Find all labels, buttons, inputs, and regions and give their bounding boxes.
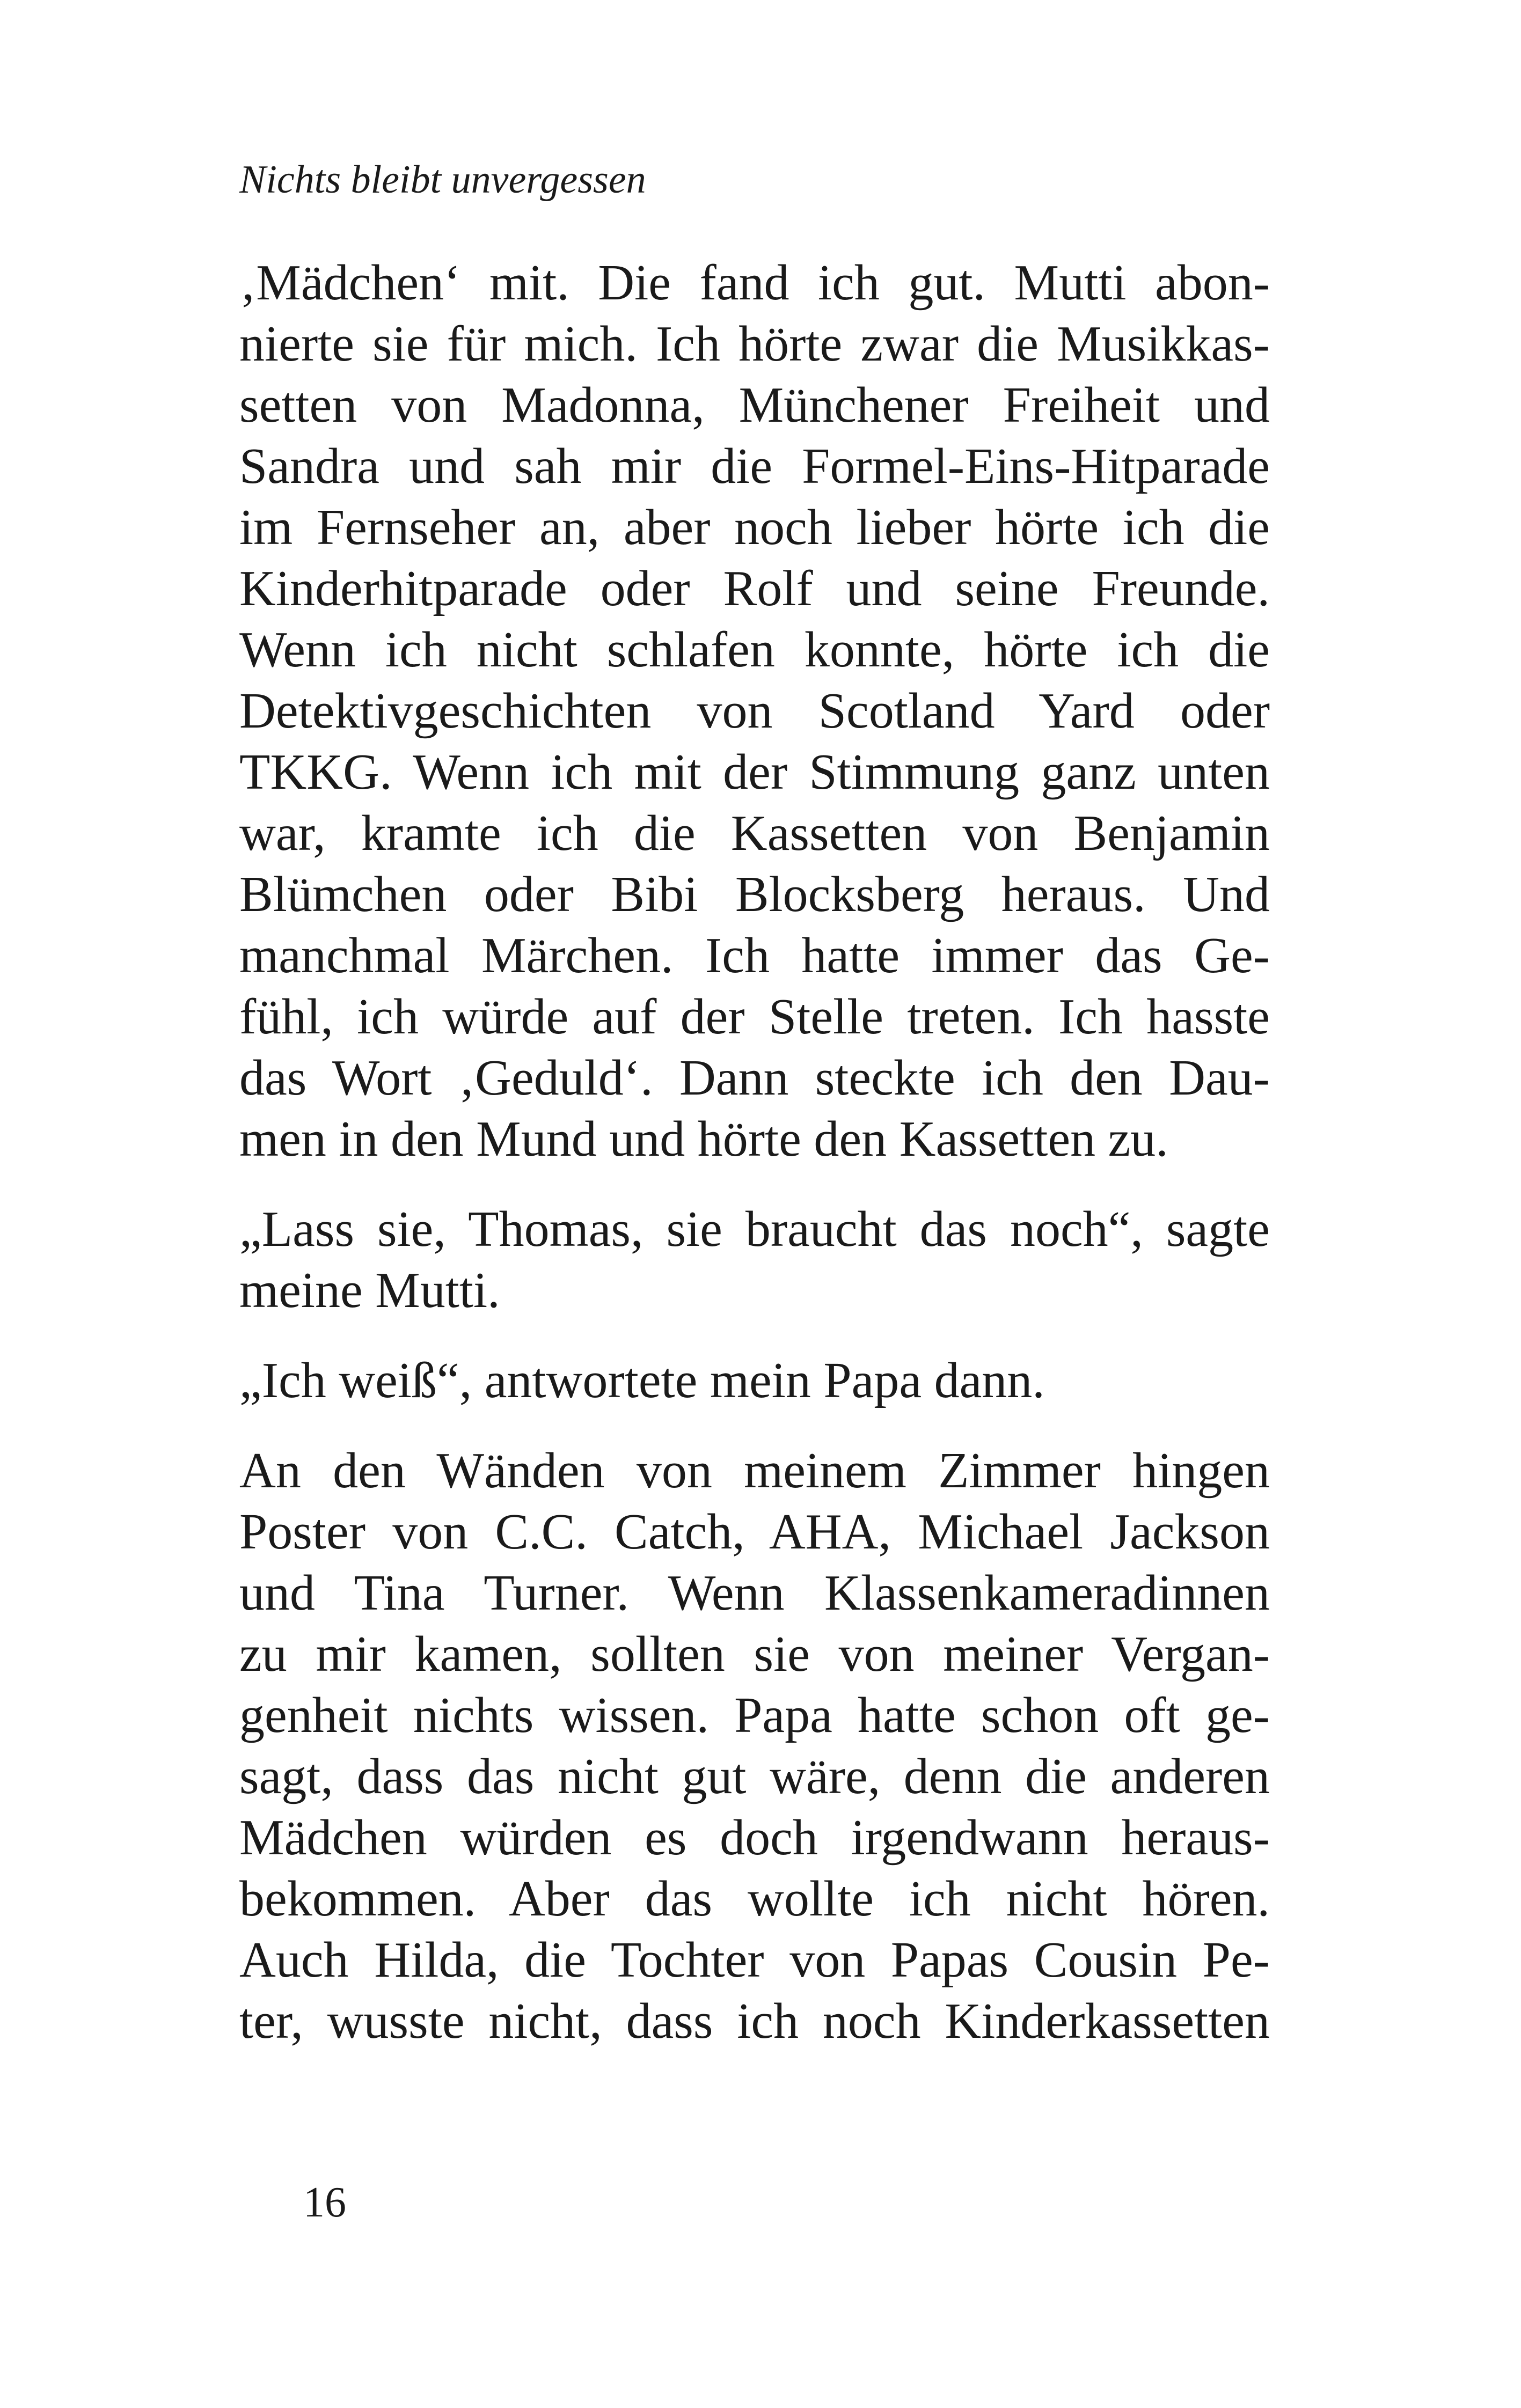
text-line: nierte sie für mich. Ich hörte zwar die Musikkas- [239,316,1270,372]
text-line: Poster von C.C. Catch, AHA, Michael Jackson [239,1504,1270,1560]
text-line: Sandra und sah mir die Formel-Eins-Hitparade [239,438,1270,494]
text-line: Kinderhitparade oder Rolf und seine Freunde. [239,561,1270,616]
text-line: „Lass sie, Thomas, sie braucht das noch“, sagte [239,1201,1270,1257]
text-line: „Ich weiß“, antwortete mein Papa dann. [239,1353,1045,1408]
text-line: fühl, ich würde auf der Stelle treten. Ich hasste [239,989,1270,1045]
paragraph-2 [239,1199,1270,1321]
text-line: das Wort ‚Geduld‘. Dann steckte ich den Dau- [239,1050,1270,1106]
text-line: im Fernseher an, aber noch lieber hörte ich die [239,500,1270,555]
text-line: war, kramte ich die Kassetten von Benjamin [239,805,1270,861]
text-line: genheit nichts wissen. Papa hatte schon oft ge- [239,1687,1270,1743]
text-line: meine Mutti. [239,1262,500,1318]
text-line: Auch Hilda, die Tochter von Papas Cousin Pe- [239,1932,1270,1988]
text-line: ‚Mädchen‘ mit. Die fand ich gut. Mutti abon- [239,255,1270,311]
text-line: Detektivgeschichten von Scotland Yard oder [239,683,1270,739]
running-head: Nichts bleibt unvergessen [239,158,646,202]
text-line: An den Wänden von meinem Zimmer hingen [239,1443,1270,1499]
text-line: Mädchen würden es doch irgendwann heraus- [239,1810,1270,1866]
text-line: ter, wusste nicht, dass ich noch Kinderkassetten [239,1993,1270,2049]
text-line: manchmal Märchen. Ich hatte immer das Ge- [239,928,1270,983]
text-line: bekommen. Aber das wollte ich nicht hören. [239,1871,1270,1927]
text-line: Wenn ich nicht schlafen konnte, hörte ich die [239,622,1270,678]
paragraph-4 [239,1440,1270,2052]
paragraph-1 [239,252,1270,1170]
body-text [239,252,1270,2052]
text-line: Blümchen oder Bibi Blocksberg heraus. Und [239,867,1270,922]
text-line: sagt, dass das nicht gut wäre, denn die anderen [239,1749,1270,1804]
text-line: men in den Mund und hörte den Kassetten zu. [239,1111,1168,1167]
text-line: setten von Madonna, Münchener Freiheit und [239,377,1270,433]
page-number: 16 [303,2179,346,2226]
paragraph-3 [239,1350,1270,1411]
text-line: TKKG. Wenn ich mit der Stimmung ganz unten [239,744,1270,800]
text-line: und Tina Turner. Wenn Klassenkameradinnen [239,1565,1270,1621]
text-line: zu mir kamen, sollten sie von meiner Vergan- [239,1626,1270,1682]
